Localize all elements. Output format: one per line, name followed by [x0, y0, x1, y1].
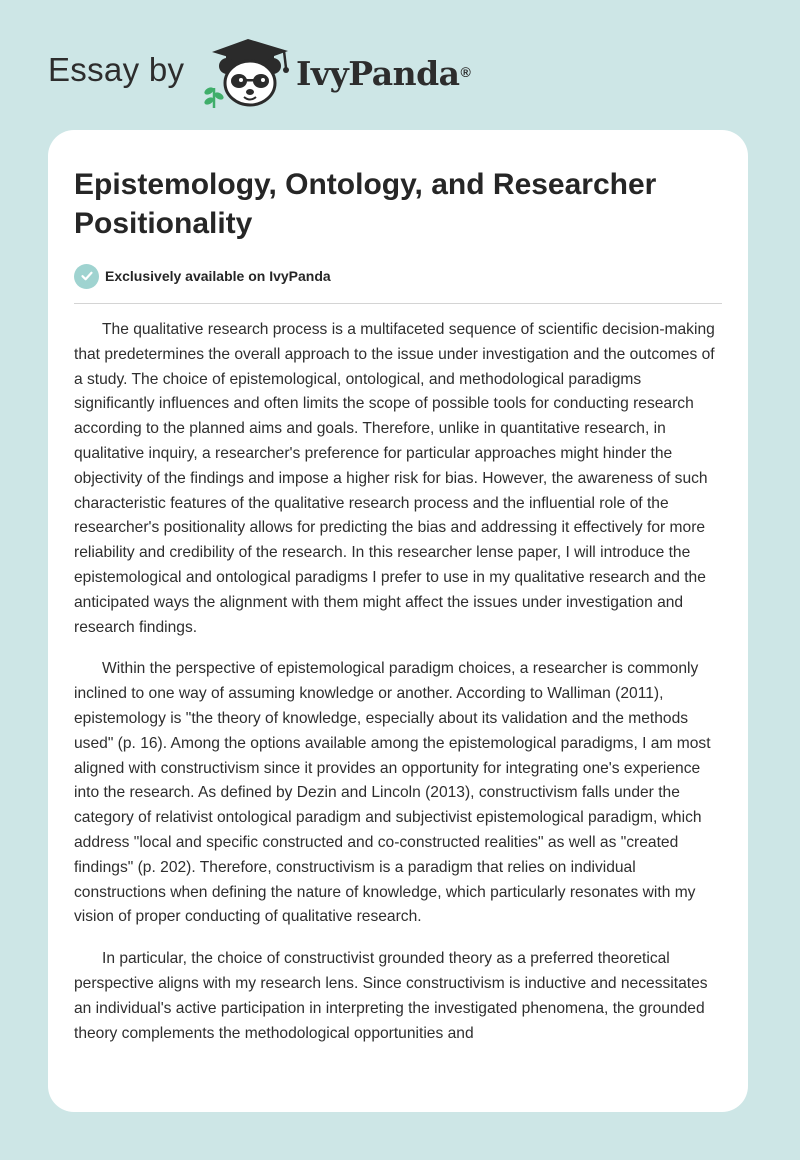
divider — [74, 303, 722, 304]
article-card — [48, 130, 748, 1112]
article-title: Epistemology, Ontology, and Researcher Positionality — [74, 168, 657, 240]
trademark-symbol: ® — [460, 64, 471, 80]
site-header — [0, 0, 800, 130]
paragraph-2: Within the perspective of epistemological paradigm choices, a researcher is commonly inclined to one way of assuming knowledge or another. According to Walliman (2011), epistemology is "the theory of knowledge, especially about its validation and the methods used" (p. 16). Among the options available among the epistemological paradigms, I am most aligned with constructivism since it provides an opportunity for integrating one's experience into the research. As defined by Dezin and Lincoln (2013), constructivism falls under the category of relativist ontological paradigm and subjectivist epistemological paradigm, which address "local and specific constructed and co-constructed realities" as well as "created findings" (p. 202). Therefore, constructivism is a paradigm that relies on individual constructions when defining the nature of knowledge, which particularly resonates with my vision of proper conducting of qualitative research. — [74, 660, 711, 926]
paragraph-1: The qualitative research process is a multifaceted sequence of scientific decision-making that predetermines the overall approach to the issue under investigation and the outcomes of a study. The choice of epistemological, ontological, and methodological paradigms significantly influences and often limits the scope of possible tools for conducting research according to the planned aims and goals. Therefore, unlike in quantitative research, in qualitative inquiry, a researcher's preference for particular approaches might hinder the objectivity of the findings and impose a higher risk for bias. However, the awareness of such characteristic features of the qualitative research process and the influential role of the researcher's positionality allows for predicting the bias and addressing it effectively for more reliability and credibility of the research. In this researcher lense paper, I will introduce the epistemological and ontological paradigms I prefer to use in my qualitative research and the anticipated ways the alignment with them might affect the issues under investigation and research findings. — [74, 321, 715, 636]
check-circle-icon — [74, 264, 99, 289]
brand-prefix: Essay by — [48, 51, 185, 88]
exclusive-badge-text: Exclusively available on IvyPanda — [105, 268, 331, 284]
exclusive-badge — [74, 263, 331, 289]
paragraph-3: In particular, the choice of constructivist grounded theory as a preferred theoretical perspective aligns with my research lens. Since constructivism is inductive and necessitates an individual's active participation in interpreting the investigated phenomena, the grounded theory complements the methodological opportunities and — [74, 950, 708, 1042]
brand-name[interactable] — [296, 55, 470, 93]
article-body — [74, 318, 726, 1063]
brand-name-text: IvyPanda — [296, 54, 460, 93]
panda-graduate-icon[interactable] — [200, 36, 296, 110]
